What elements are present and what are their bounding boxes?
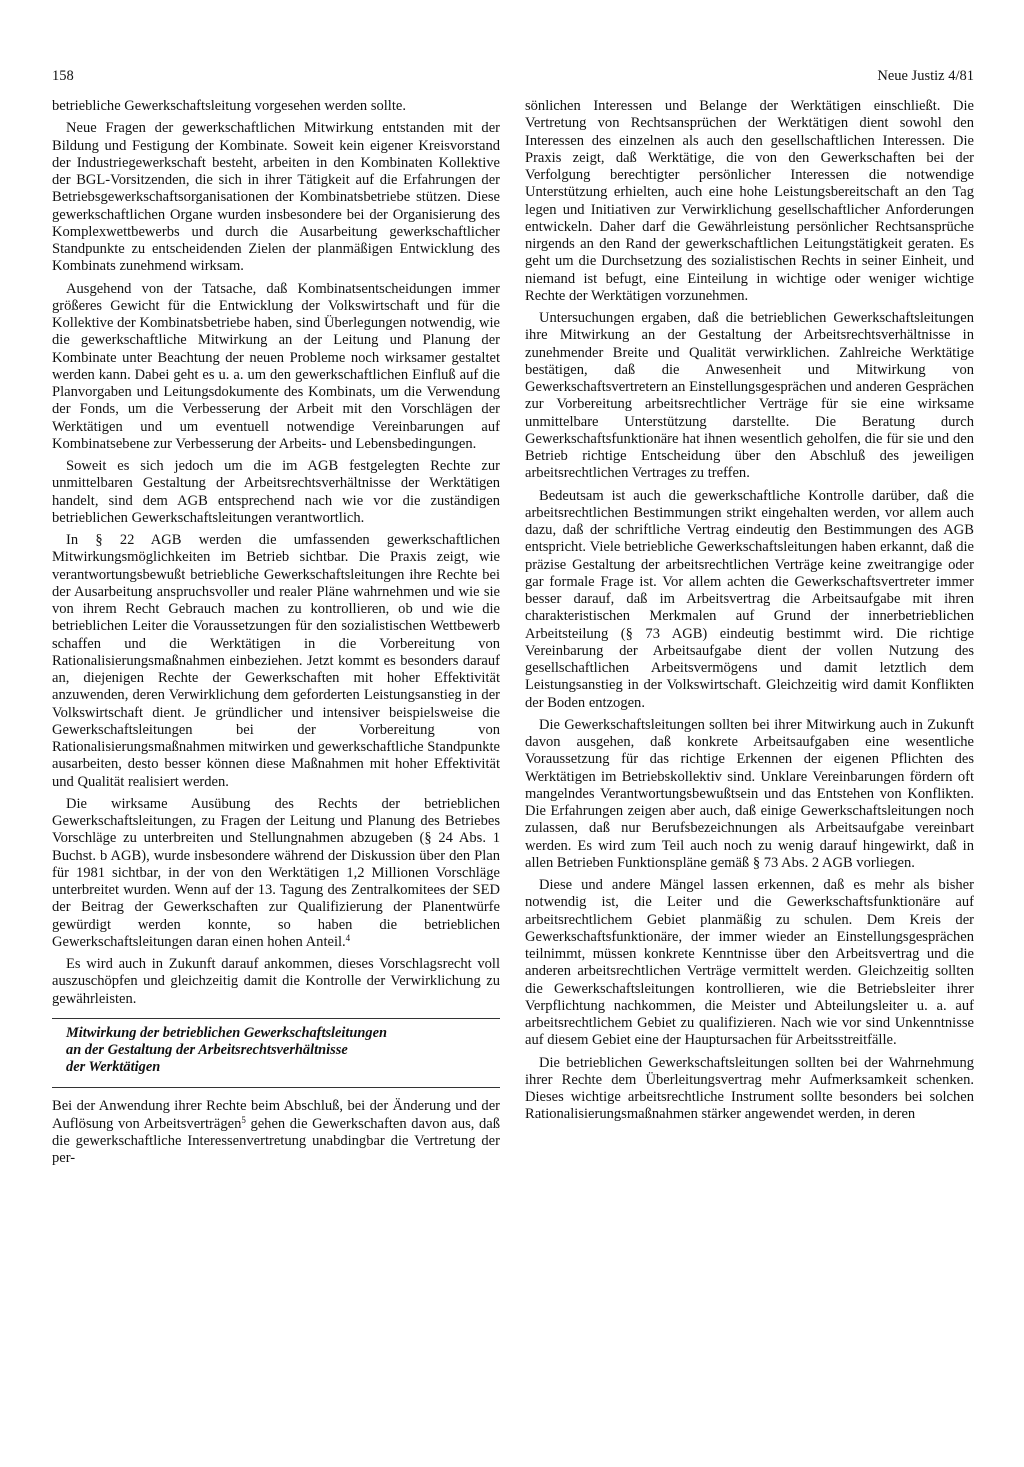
section-heading-line: Mitwirkung der betrieblichen Gewerkschaftsleitungen xyxy=(66,1024,388,1041)
footnote-ref: 5 xyxy=(241,1114,246,1125)
paragraph: Untersuchungen ergaben, daß die betrieblichen Gewerkschaftsleitungen ihre Mitwirkung an der Gestaltung der Arbeitsrechtsverhältnisse in zunehmender Breite und Qualität verwirklichen. Zahlreiche Werktätige bestätigen, daß die Anwesenheit und Mitwirkung von Gewerkschaftsvertretern an Einstellungsgesprächen und anderen Gesprächen zur Vorbereitung arbeitsrechtlicher Verträge für sie eine wirksame unmittelbare Unterstützung darstellte. Die Beratung durch Gewerkschaftsfunktionäre hat ihnen wesentlich geholfen, die für sie und den Betrieb richtige Entscheidung über den Abschluß des jeweiligen arbeitsrechtlichen Vertrages zu treffen. xyxy=(525,310,974,482)
page-number: 158 xyxy=(52,68,74,84)
paragraph-text: Bei der Anwendung ihrer Rechte beim Abschluß, bei der Änderung und der Auflösung von Arbeitsverträgen xyxy=(52,1098,500,1132)
paragraph: In § 22 AGB werden die umfassenden gewerkschaftlichen Mitwirkungsmöglichkeiten im Betrieb sichtbar. Die Praxis zeigt, wie verantwortungsbewußt betriebliche Gewerkschaftsleitungen ihre Rechte bei der Ausarbeitung anspruchsvoller und realer Pläne wahrnehmen und wie sie von ihrem Recht Gebrauch machen zu kontrollieren, ob und wie die betrieblichen Leiter die Voraussetzungen für den sozialistischen Wettbewerb schaffen und die Werktätigen in die Vorbereitung von Rationalisierungsmaßnahmen einbeziehen. Jetzt kommt es besonders darauf an, diejenigen Rechte der Gewerkschaften mit hoher Effektivität anzuwenden, deren Verwirklichung dem geforderten Leistungsanstieg in der Volkswirtschaft dient. Je gründlicher und intensiver beispielsweise die Gewerkschaftsleitungen bei der Vorbereitung von Rationalisierungsmaßnahmen mitwirken und gewerkschaftliche Standpunkte ausarbeiten, desto besser können diese Maßnahmen mit hoher Effektivität und Qualität realisiert werden. xyxy=(52,532,500,790)
paragraph: Die betrieblichen Gewerkschaftsleitungen sollten bei der Wahrnehmung ihrer Rechte dem Überleitungsvertrag mehr Aufmerksamkeit schenken. Dieses wichtige arbeitsrechtliche Instrument sollte besonders bei solchen Rationalisierungsmaßnahmen stärker angewendet werden, in deren xyxy=(525,1054,974,1123)
paragraph-text: gehen die Gewerkschaften davon aus, daß die gewerkschaftliche Interessenvertretung unabdingbar die Vertretung der per- xyxy=(52,1115,500,1167)
paragraph xyxy=(52,1098,500,1167)
running-header xyxy=(52,68,974,88)
paragraph: Neue Fragen der gewerkschaftlichen Mitwirkung entstanden mit der Bildung und Festigung der Kombinate. Soweit kein eigener Kreisvorstand der Industriegewerkschaft besteht, arbeiten in den Kombinaten Kollektive der BGL-Vorsitzenden, die sich in ihrer Tätigkeit auf die Erfahrungen der Betriebsgewerkschaftsorganisationen der Kombinatsbetriebe stützen. Diese gewerkschaftlichen Organe wurden insbesondere bei der Organisierung des Komplexwettbewerbs und durch die Ausarbeitung gewerkschaftlicher Standpunkte zu entscheidenden Zielen der planmäßigen Entwicklung des Kombinats zunehmend wirksam. xyxy=(52,120,500,275)
journal-issue: Neue Justiz 4/81 xyxy=(877,68,974,84)
left-column xyxy=(52,98,500,1172)
paragraph: betriebliche Gewerkschaftsleitung vorgesehen werden sollte. xyxy=(52,98,406,114)
paragraph: Bedeutsam ist auch die gewerkschaftliche Kontrolle darüber, daß die arbeitsrechtlichen Bestimmungen strikt eingehalten werden, vor allem auch dazu, daß der schriftliche Vertrag eindeutig den Bestimmungen des AGB entspricht. Viele betriebliche Gewerkschaftsleitungen haben erkannt, daß die präzise Gestaltung der arbeitsrechtlichen Verträge keine zweitrangige oder gar formale Frage ist. Vor allem achten die Gewerkschaftsvertreter immer besser darauf, daß im Arbeitsvertrag die Arbeitsaufgabe mit ihren charakteristischen Merkmalen auf Grund der innerbetrieblichen Arbeitsteilung (§ 73 AGB) eindeutig bestimmt wird. Die richtige Vereinbarung der Arbeitsaufgabe dient der vollen Nutzung des gesellschaftlichen Arbeitsvermögens und damit letztlich dem Leistungsanstieg in der Volkswirtschaft. Gleichzeitig wird damit Konflikten der Boden entzogen. xyxy=(525,487,974,711)
footnote-ref: 4 xyxy=(345,932,351,943)
paragraph: sönlichen Interessen und Belange der Werktätigen einschließt. Die Vertretung von Rechtsansprüchen der Werktätigen dient sowohl den Interessen des einzelnen als auch den gesellschaftlichen Interessen. Die Praxis zeigt, daß Werktätige, die von den Gewerkschaften bei der Verfolgung berechtigter persönlicher Interessen die notwendige Unterstützung erhielten, auch eine hohe Leistungsbereitschaft an den Tag legen und Initiativen zur Verwirklichung gesellschaftlicher Anforderungen entwickeln. Daher darf die Gewährleistung persönlicher Rechtsansprüche nirgends an den Rand der gewerkschaftlichen Leitungstätigkeit geraten. Es geht um die Durchsetzung des sozialistischen Rechts in seiner Einheit, und niemand ist befugt, eine Einteilung in wichtige oder weniger wichtige Rechte der Werktätigen vorzunehmen. xyxy=(525,98,974,304)
section-heading-line: an der Gestaltung der Arbeitsrechtsverhältnisse xyxy=(66,1041,348,1058)
paragraph: Diese und andere Mängel lassen erkennen, daß es mehr als bisher notwendig ist, die Leiter und die Gewerkschaftsfunktionäre auf arbeitsrechtlichem Gebiet planmäßig zu schulen. Dem Kreis der Gewerkschaftsfunktionäre, der immer wieder an Einstellungsgesprächen teilnimmt, müssen konkrete Kenntnisse über den Arbeitsvertrag und die anderen arbeitsrechtlichen Verträge vermittelt werden. Gleichzeitig sollten die Gewerkschaftsleitungen kontrollieren, wie die Betriebsleiter ihrer Verpflichtung nachkommen, die Meister und Abteilungsleiter u. a. auf arbeitsrechtlichem Gebiet zu qualifizieren. Nach wie vor sind Unkenntnisse auf diesem Gebiet eine der Hauptursachen für Arbeitsstreitfälle. xyxy=(525,877,974,1049)
paragraph: Die Gewerkschaftsleitungen sollten bei ihrer Mitwirkung auch in Zukunft davon ausgehen, daß konkrete Arbeitsaufgaben eine wesentliche Voraussetzung für das richtige Erkennen der eigenen Pflichten des Werktätigen im Betriebskollektiv sind. Unklare Vereinbarungen fördern oft mangelndes Verantwortungsbewußtsein und das Entstehen von Konflikten. Die Erfahrungen zeigen aber auch, daß einige Gewerkschaftsleitungen noch zulassen, daß nur Berufsbezeichnungen als Arbeitsaufgabe vereinbart werden. Es wird zum Teil auch noch zu wenig darauf hingewirkt, daß in allen Betrieben Funktionspläne gemäß § 73 Abs. 2 AGB vorliegen. xyxy=(525,716,974,871)
section-heading xyxy=(52,1025,500,1077)
section-heading-box xyxy=(52,1018,500,1089)
paragraph: Ausgehend von der Tatsache, daß Kombinatsentscheidungen immer größeres Gewicht für die Entwicklung der Volkswirtschaft und für die Kollektive der Kombinatsbetriebe haben, sind Überlegungen notwendig, wie die gewerkschaftliche Mitwirkung an der Leitung und Planung der Kombinate unter Beachtung der neuen Probleme noch wirksamer gestaltet werden kann. Dabei geht es u. a. um den gewerkschaftlichen Einfluß auf die Planvorgaben und Leitungsdokumente des Kombinats, um die Verwendung der Fonds, um die Verbesserung der Arbeit mit den Vorschlägen der Werktätigen und um eventuell notwendige Vereinbarungen auf Kombinatsebene zur Verbesserung der Arbeits- und Lebensbedingungen. xyxy=(52,280,500,452)
right-column xyxy=(525,98,974,1129)
paragraph: Soweit es sich jedoch um die im AGB festgelegten Rechte zur unmittelbaren Gestaltung der Arbeitsrechtsverhältnisse der Werktätigen handelt, sind dem AGB entsprechend nach wie vor die zuständigen betrieblichen Gewerkschaftsleitungen verantwortlich. xyxy=(52,458,500,526)
section-heading-line: der Werktätigen xyxy=(66,1059,161,1076)
paragraph xyxy=(52,796,500,951)
paragraph: Es wird auch in Zukunft darauf ankommen, dieses Vorschlagsrecht voll auszuschöpfen und gleichzeitig damit die Kontrolle der Verwirklichung zu gewährleisten. xyxy=(52,956,500,1007)
paragraph-text: Die wirksame Ausübung des Rechts der betrieblichen Gewerkschaftsleitungen, zu Fragen der Leitung und Planung des Betriebes Vorschläge zu unterbreiten und Stellungnahmen abzugeben (§ 24 Abs. 1 Buchst. b AGB), wurde insbesondere während der Diskussion über den Plan für 1981 sichtbar, in der von den Werktätigen 1,2 Millionen Vorschläge unterbreitet wurden. Wenn auf der 13. Tagung des Zentralkomitees der SED der Beitrag der Gewerkschaften zur Qualifizierung der Planentwürfe gewürdigt werden konnte, so haben die betrieblichen Gewerkschaftsleitungen daran einen hohen Anteil. xyxy=(52,795,500,950)
